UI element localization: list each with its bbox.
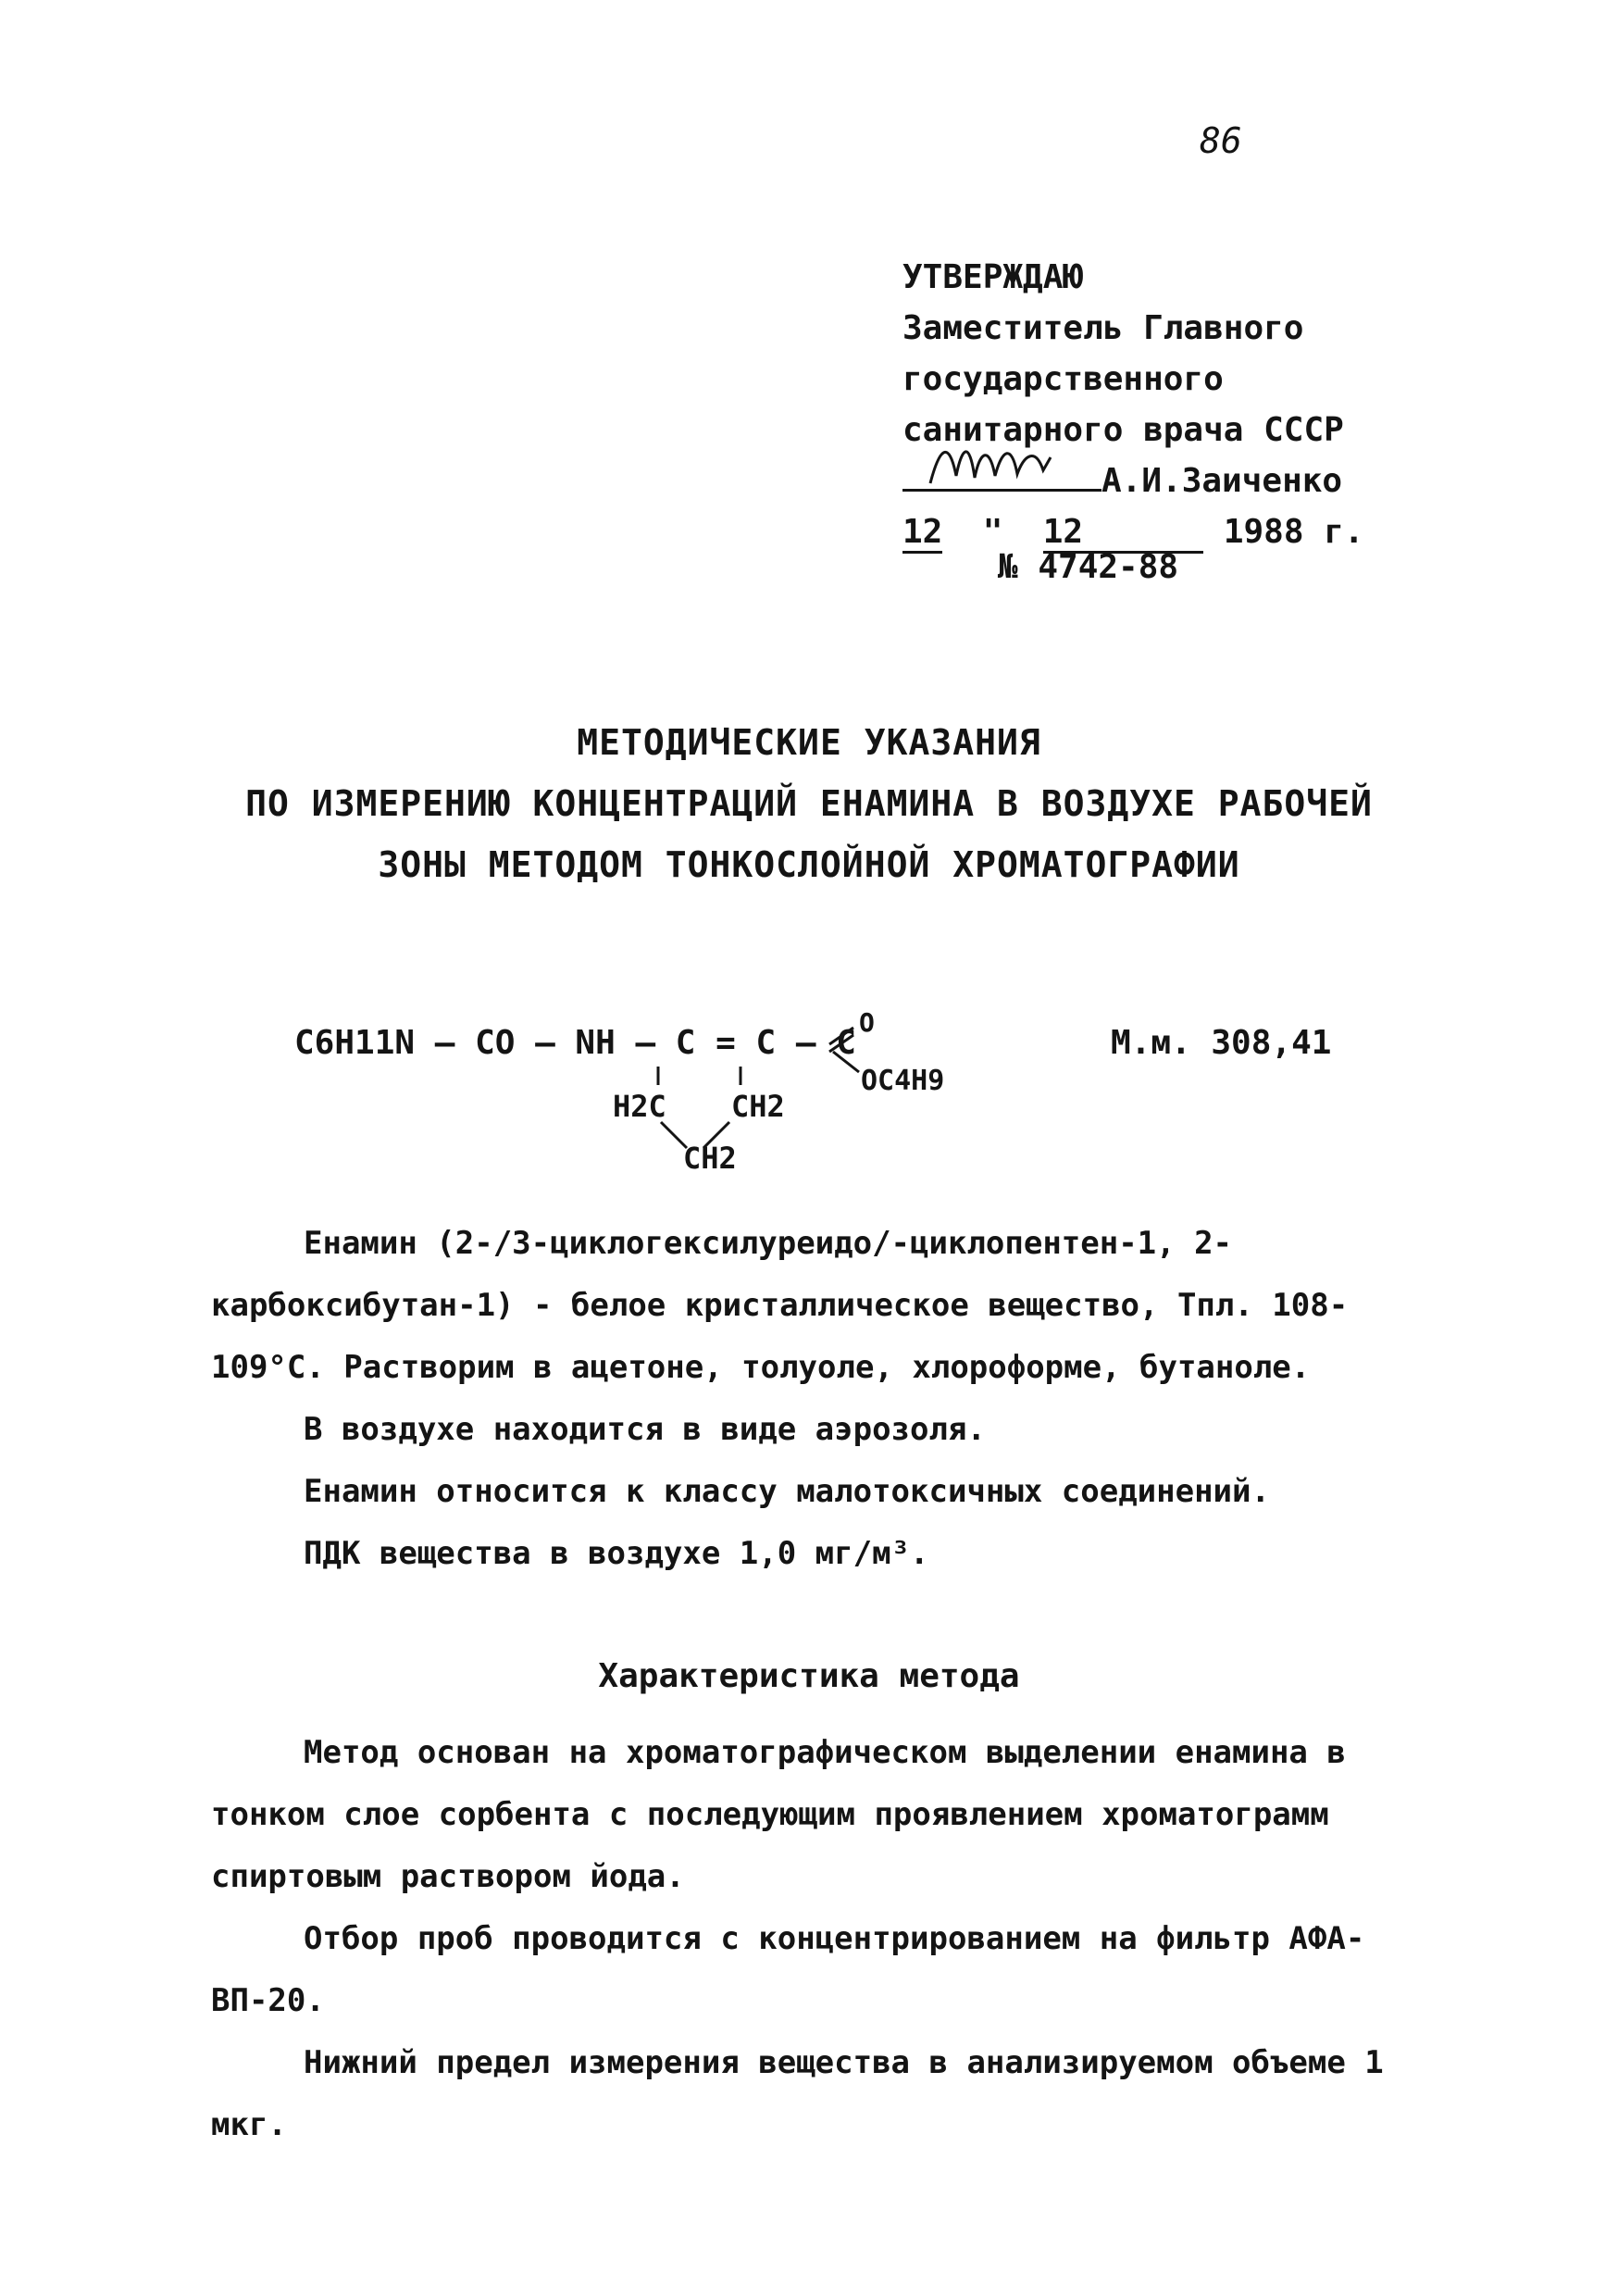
signature-line bbox=[902, 455, 1364, 506]
approval-block bbox=[902, 252, 1364, 557]
formula-top-o: O bbox=[859, 1007, 875, 1038]
signature-scribble-icon bbox=[921, 430, 1069, 494]
formula-ch2-right: CH2 bbox=[731, 1089, 785, 1124]
title-line-1: МЕТОДИЧЕСКИЕ УКАЗАНИЯ bbox=[577, 722, 1041, 763]
formula-bonds bbox=[648, 1018, 879, 1157]
single-bond-o bbox=[833, 1052, 859, 1072]
date-month: 12 bbox=[1043, 513, 1083, 554]
double-bond-o bbox=[829, 1028, 853, 1052]
method-p3: Нижний предел измерения вещества в анализируемом объеме 1 мкг. bbox=[211, 2044, 1384, 2143]
approval-date: 12 " 12 1988 г. bbox=[902, 506, 1364, 557]
section-heading: Характеристика метода bbox=[598, 1657, 1020, 1695]
approval-line-3: санитарного врача СССР bbox=[902, 411, 1344, 449]
approval-heading: УТВЕРЖДАЮ bbox=[902, 258, 1084, 296]
date-year: 1988 г. bbox=[1223, 513, 1364, 551]
molecular-weight: М.м. 308,41 bbox=[1111, 1024, 1332, 1062]
description-p1: Енамин (2-/3-циклогексилуреидо/-циклопентен-1, 2-карбоксибутан-1) - белое кристаллическое вещество, Тпл. 108-109°С. Растворим в ацетоне, толуоле, хлороформе, бутаноле. bbox=[211, 1225, 1349, 1386]
approval-line-2: государственного bbox=[902, 360, 1224, 398]
formula-h2c: H2C bbox=[613, 1089, 666, 1124]
method-p1: Метод основан на хроматографическом выделении енамина в тонком слое сорбента с последующим проявлением хроматограмм спиртовым раствором йода. bbox=[211, 1734, 1346, 1895]
method-p2: Отбор проб проводится с концентрированием на фильтр АФА-ВП-20. bbox=[211, 1920, 1365, 2019]
document-number: № 4742-88 bbox=[998, 548, 1179, 586]
formula-ch2-bottom: CH2 bbox=[683, 1141, 737, 1176]
signer-name: А.И.Заиченко bbox=[1101, 462, 1343, 500]
description-p3: Енамин относится к классу малотоксичных соединений. bbox=[304, 1473, 1270, 1510]
method-section bbox=[211, 1722, 1414, 2156]
approval-line-1: Заместитель Главного bbox=[902, 309, 1304, 347]
title-line-3: ЗОНЫ МЕТОДОМ ТОНКОСЛОЙНОЙ ХРОМАТОГРАФИИ bbox=[378, 844, 1240, 885]
date-day: 12 bbox=[902, 513, 942, 554]
formula-main-text: C6H11N – CO – NH – C = C – C bbox=[294, 1024, 856, 1062]
signature bbox=[902, 465, 1101, 492]
description bbox=[211, 1213, 1414, 1585]
formula-ester: OC4H9 bbox=[861, 1065, 945, 1097]
description-p2: В воздухе находится в виде аэрозоля. bbox=[304, 1411, 986, 1448]
title-line-2: ПО ИЗМЕРЕНИЮ КОНЦЕНТРАЦИЙ ЕНАМИНА В ВОЗДУХЕ РАБОЧЕЙ bbox=[245, 783, 1373, 824]
description-p4: ПДК вещества в воздухе 1,0 мг/м³. bbox=[304, 1535, 929, 1572]
page-number: 86 bbox=[1200, 120, 1242, 161]
